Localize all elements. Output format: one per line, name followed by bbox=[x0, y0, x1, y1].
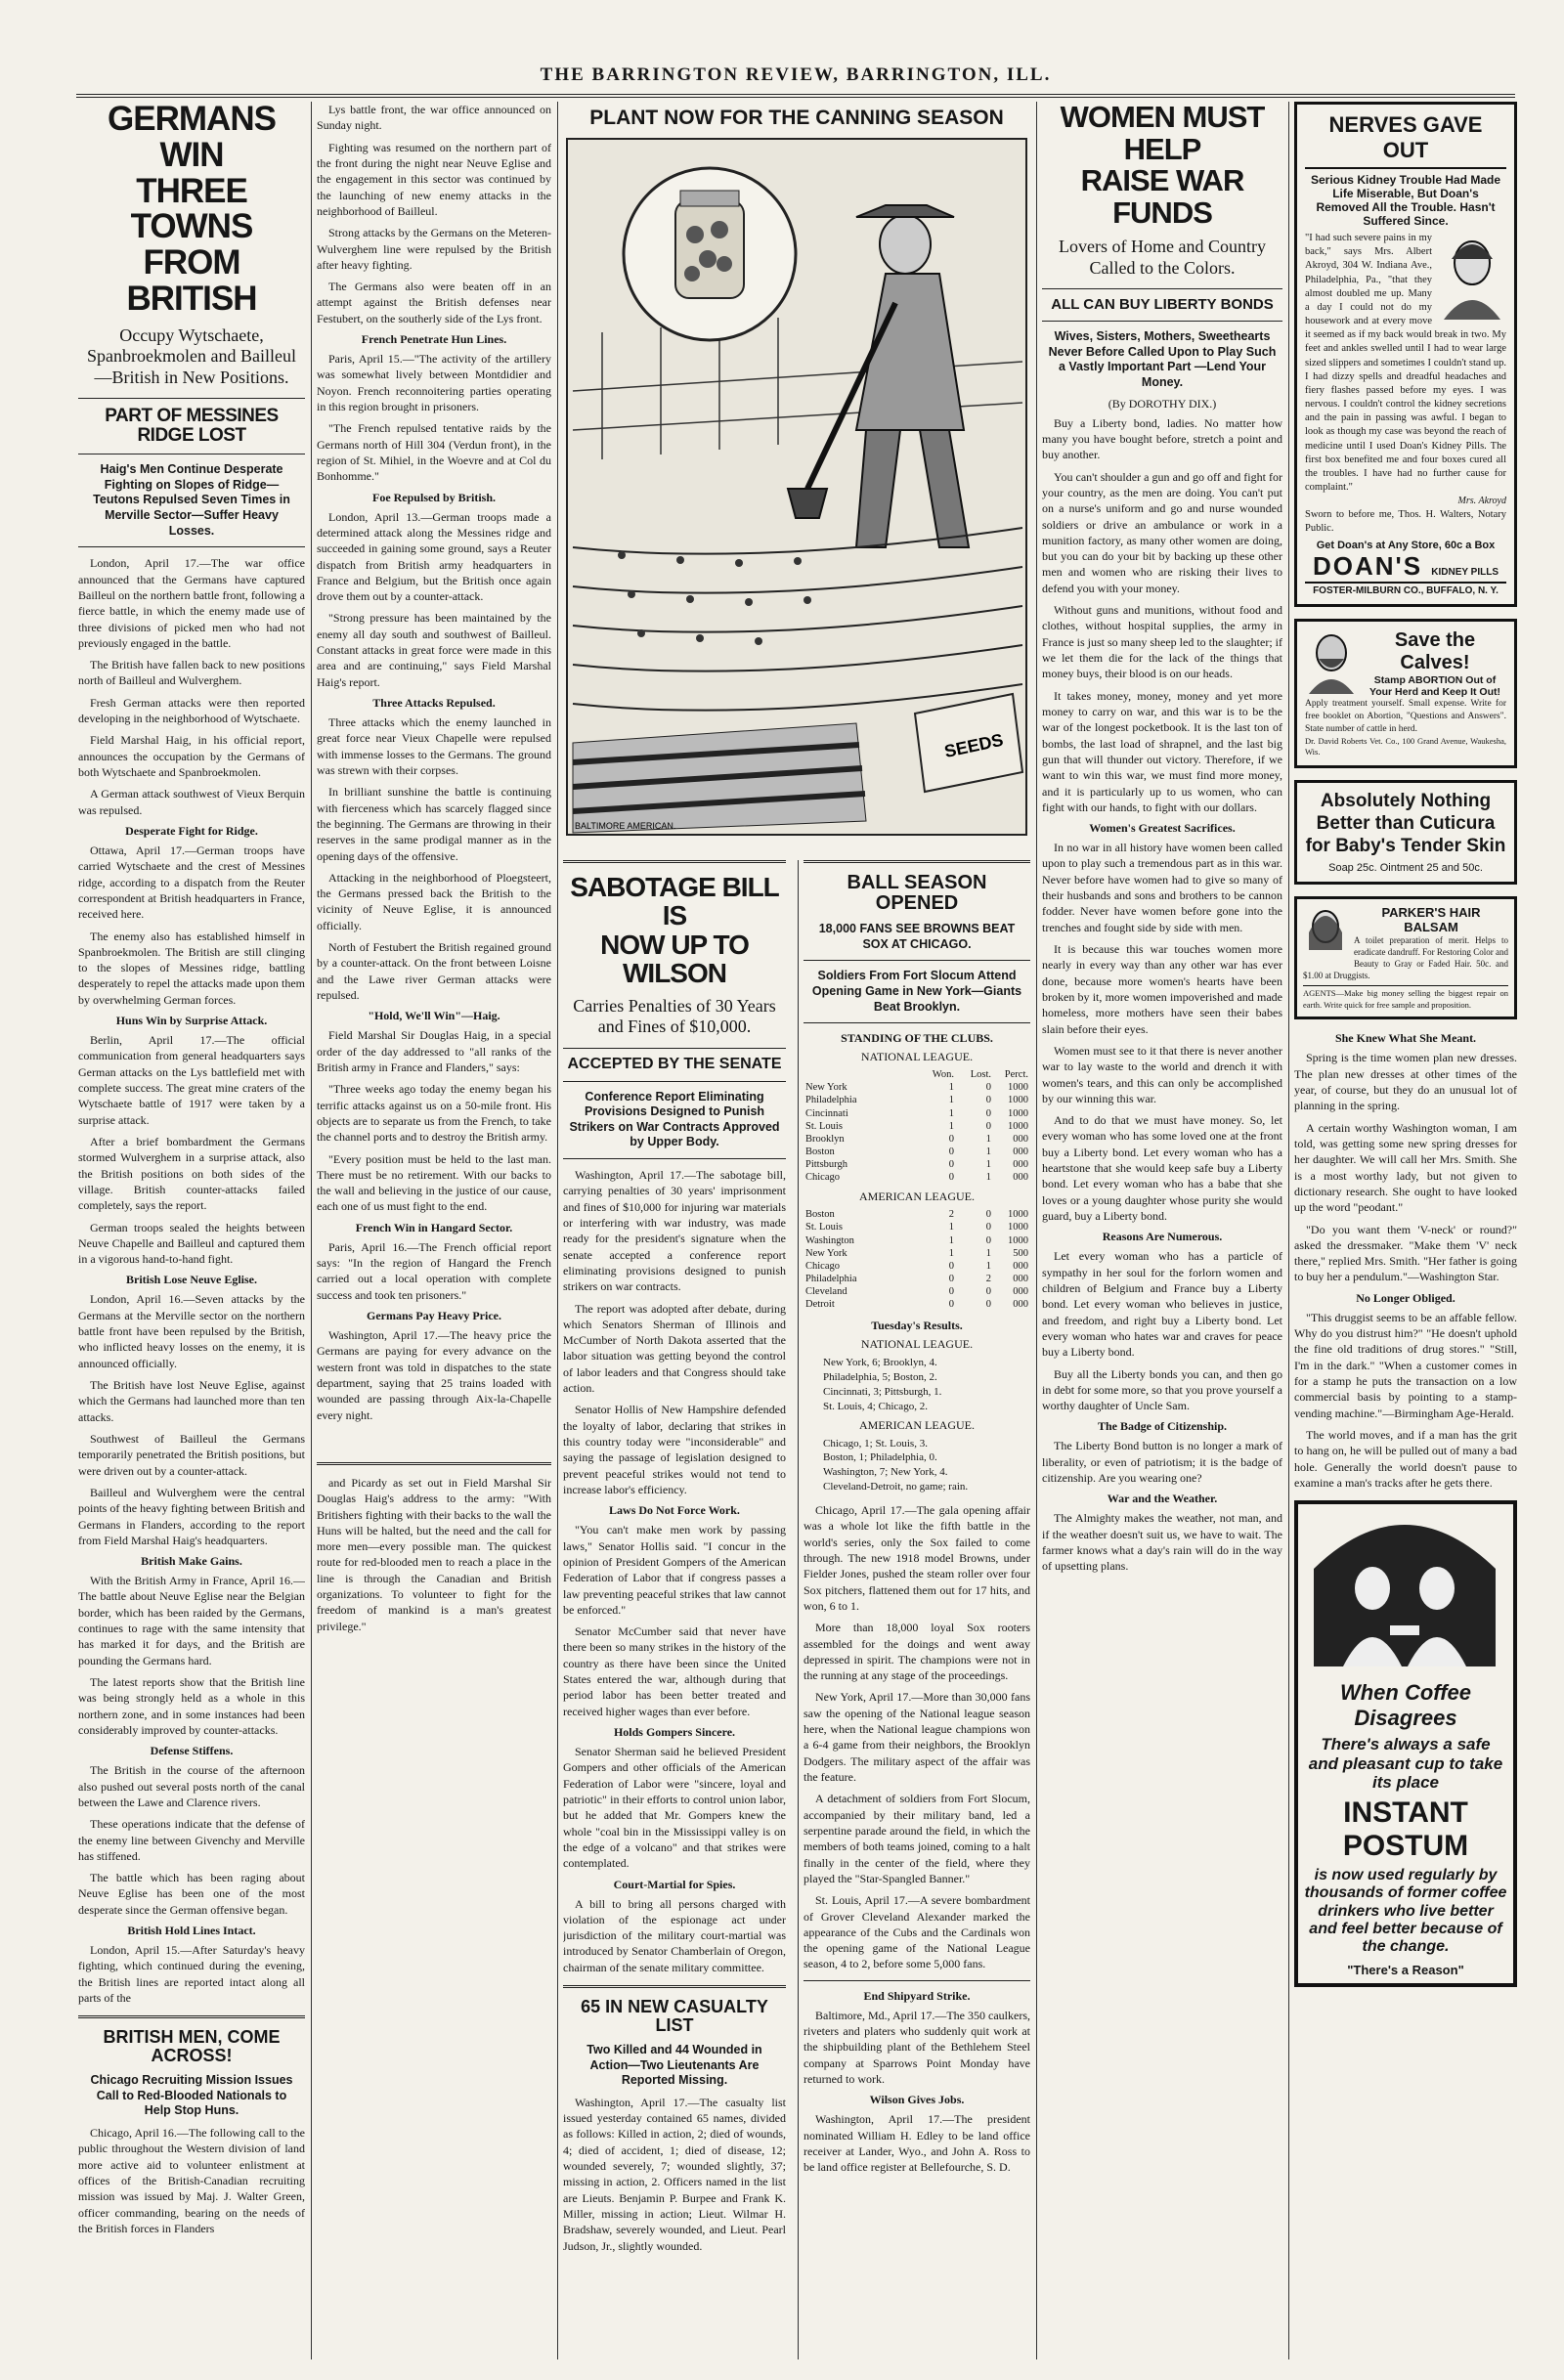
paragraph: The enemy also has established himself in Spanbroekmolen. The British are still clinging to the slopes of Messines ridge, battling desperately to repel the attacks made upon them by overwhelming German forces. bbox=[78, 929, 305, 1007]
paragraph: You can't shoulder a gun and go off and fight for your country, as the men are doing. You can't put on a nurse's uniform and go and nurse wounded soldiers or drive an ambulance or work in a munition factory, as many other women are doing, but you can do your bit by backing up these other men and women who are risking their lives to defend you with your money. bbox=[1042, 469, 1282, 595]
paragraph: The Liberty Bond button is no longer a mark of liberality, or even of patriotism; it is the badge of citizenship. Are you wearing one? bbox=[1042, 1439, 1282, 1486]
team-stat: 1 bbox=[985, 1172, 991, 1184]
team-stat: 1 bbox=[985, 1133, 991, 1145]
column-germans bbox=[78, 102, 305, 2359]
table-row bbox=[804, 1146, 1030, 1158]
casualty-summary: Two Killed and 44 Wounded in Action—Two Lieutenants Are Reported Missing. bbox=[586, 2042, 762, 2088]
section-subhead: Laws Do Not Force Work. bbox=[609, 1503, 740, 1518]
paragraph: "Strong pressure has been maintained by the enemy all day south and southwest of Bailleul. Constant attacks in great force were made in this area and are continuing," says Field Marshal Haig's report. bbox=[317, 611, 551, 689]
team-stat: 0 bbox=[985, 1286, 991, 1297]
paragraph: Without guns and munitions, without food and clothes, without hospital supplies, the army in France is just so many sheep led to the slaughter; if we let them die for the lack of the things that money buys, their blood is on our heads. bbox=[1042, 603, 1282, 681]
national-standings-table bbox=[804, 1068, 1030, 1184]
section-subhead: Huns Win by Surprise Attack. bbox=[115, 1014, 268, 1028]
doans-maker: FOSTER-MILBURN CO., BUFFALO, N. Y. bbox=[1305, 582, 1506, 596]
table-row bbox=[804, 1221, 1030, 1233]
team-stat: 0 bbox=[985, 1082, 991, 1094]
paragraph: The Germans also were beaten off in an attempt against the British defenses near Festubert, on the southerly side of the Lys front. bbox=[317, 280, 551, 325]
table-header-row: Won. Lost. Perct. bbox=[932, 1069, 1028, 1081]
section-subhead: Three Attacks Repulsed. bbox=[372, 696, 496, 710]
table-row bbox=[804, 1133, 1030, 1146]
column-baseball bbox=[804, 860, 1030, 2359]
team-stat: 2 bbox=[948, 1209, 954, 1221]
paragraph: Senator Sherman said he believed President Gompers and other officials of the American Federation of Labor were "sincere, loyal and patriotic" in their efforts to control union labor, but he added that Mr. Gompers knew the whole "coal bin in the Mississippi valley is on the edge of a volcano" and that strikes were contemplated. bbox=[563, 1745, 786, 1871]
team-stat: 0 bbox=[948, 1133, 954, 1145]
paragraph: New York, April 17.—More than 30,000 fans saw the opening of the National league season here, when the National league champions won a 6-4 game from their neighbors, the Brooklyn Dodgers. The military aspect of the affair was the feature. bbox=[804, 1690, 1030, 1784]
paragraph: Ottawa, April 17.—German troops have carried Wytschaete and the crest of Messines ridge, according to a dispatch from the Reuter correspondent at British headquarters in France, received here. bbox=[78, 843, 305, 922]
jar-icon bbox=[675, 200, 744, 298]
calves-maker: Dr. David Roberts Vet. Co., 100 Grand Avenue, Waukesha, Wis. bbox=[1305, 735, 1506, 757]
team-stat: 1 bbox=[948, 1095, 954, 1106]
paragraph: "Do you want them 'V-neck' or round?" asked the dressmaker. "Make them 'V' neck there," replied Mrs. Smith. "Her father is going to buy her a pendulum."—Washington Star. bbox=[1294, 1222, 1517, 1284]
team-stat: 0 bbox=[948, 1273, 954, 1284]
women-headline: WOMEN MUST HELP RAISE WAR FUNDS bbox=[1060, 102, 1265, 230]
summary: Wives, Sisters, Mothers, Sweethearts Never Before Called Upon to Play Such a Vastly Important Part —Lend Your Money. bbox=[1048, 329, 1277, 389]
cartoon-drawing bbox=[563, 137, 1030, 841]
team-stat: 1000 bbox=[1008, 1222, 1028, 1233]
paragraph: Attacking in the neighborhood of Ploegsteert, the Germans pressed back the British to the vicinity of Neuve Eglise, it is announced officially. bbox=[317, 870, 551, 932]
table-row bbox=[804, 1107, 1030, 1120]
paragraph: A German attack southwest of Vieux Berquin was repulsed. bbox=[78, 787, 305, 817]
paragraph: "This druggist seems to be an affable fellow. Why do you distrust him?" "He doesn't uphold the fine old traditions of drug stores." "Still, I'm in the dark." "When a customer comes in for a stamp he puts the transaction on a low commercial basis by pointing to a stamp-vending machine."—Birmingham Age-Herald. bbox=[1294, 1310, 1517, 1420]
section-subhead: End Shipyard Strike. bbox=[863, 1988, 971, 2003]
postum-line1: When Coffee bbox=[1339, 1680, 1472, 1706]
section-subhead: Women's Greatest Sacrifices. bbox=[1089, 821, 1236, 836]
portrait-icon bbox=[1438, 234, 1506, 322]
postum-brand1: INSTANT bbox=[1343, 1796, 1468, 1829]
american-standings-table bbox=[804, 1208, 1030, 1311]
calves-subtitle: Stamp ABORTION Out of Your Herd and Keep It Out! bbox=[1369, 674, 1500, 699]
paragraph: Senator Hollis of New Hampshire defended the loyalty of labor, declaring that strikes in this country today were "inconsiderable" and saying the passage of legislation designed to prevent peaceful strikes would not tend to increase labor's efficiency. bbox=[563, 1403, 786, 1496]
cartoon bbox=[563, 102, 1030, 854]
paragraph: "The French repulsed tentative raids by the Germans north of Hill 304 (Verdun front), in the region of St. Mihiel, in the Woevre and at Col du Bonhomme." bbox=[317, 421, 551, 484]
arch-shape bbox=[1314, 1525, 1496, 1666]
paragraph: The British in the course of the afternoon also pushed out several posts north of the canal between the Lawe and Clarence rivers. bbox=[78, 1763, 305, 1809]
casualty-headline: 65 IN NEW CASUALTY LIST bbox=[581, 1997, 768, 2035]
team-name: Brooklyn bbox=[805, 1133, 845, 1145]
section-subhead: War and the Weather. bbox=[1107, 1492, 1218, 1506]
section-subhead: Holds Gompers Sincere. bbox=[613, 1725, 736, 1740]
section-subhead: Germans Pay Heavy Price. bbox=[367, 1309, 501, 1322]
column-sabotage bbox=[563, 860, 786, 2359]
section-subhead: British Lose Neuve Eglise. bbox=[126, 1273, 257, 1287]
team-name: Philadelphia bbox=[805, 1095, 857, 1106]
paragraph: Strong attacks by the Germans on the Meteren-Wulverghem line were repulsed by the British after heavy fighting. bbox=[317, 226, 551, 272]
paragraph: "Every position must be held to the last man. There must be no retirement. With our backs to the wall and believing in the justice of our cause, each one of us must fight to the end. bbox=[317, 1151, 551, 1214]
table-row bbox=[804, 1081, 1030, 1094]
doans-title: NERVES GAVE OUT bbox=[1305, 112, 1506, 169]
paragraph: It takes money, money, money and yet more money to carry on war, and this war is to be the war of the longest pocketbook. It is the last ton of bombs, the last load of shrapnel, and the last big gun that will thunder out victory. Therefore, if we want to win this war, we must find more money, and it is particularly up to us women, who can fight with our hands, to fight with our dollars. bbox=[1042, 688, 1282, 814]
team-stat: 1 bbox=[985, 1260, 991, 1272]
paragraph: Chicago, April 17.—The gala opening affair was a whole lot like the fifth battle in the world's series, only the Sox failed to come through. The new 1918 model Browns, under Fielder Jones, pushed the steam roller over four Sox pitchers, flattened them out for 17 hits, and won, 6 to 1. bbox=[804, 1503, 1030, 1613]
paragraph: Washington, April 17.—The president nominated William H. Edley to be land office receiver at Lander, Wyo., and John A. Ross to be land office register at Bellefourche, S. D. bbox=[804, 2112, 1030, 2175]
section-subhead: Desperate Fight for Ridge. bbox=[125, 823, 258, 838]
team-name: New York bbox=[805, 1247, 847, 1259]
team-stat: 0 bbox=[985, 1234, 991, 1246]
column-ads bbox=[1294, 102, 1517, 2359]
paragraph: After a brief bombardment the Germans stormed Wulverghem in a surprise attack, also the British positions on both sides of the village. British counter-attacks failed completely, says the report. bbox=[78, 1134, 305, 1213]
team-stat: 000 bbox=[1013, 1299, 1028, 1311]
table-row bbox=[804, 1208, 1030, 1221]
team-name: St. Louis bbox=[805, 1222, 843, 1233]
team-stat: 1000 bbox=[1008, 1095, 1028, 1106]
team-name: Pittsburgh bbox=[805, 1159, 847, 1170]
subheadline: ACCEPTED BY THE SENATE bbox=[567, 1055, 782, 1072]
postum-illustration bbox=[1304, 1510, 1505, 1676]
paragraph: With the British Army in France, April 16.—The battle about Neuve Eglise near the Belgian border, which has been raided by the Germans, continues to rage with the same intensity that has marked it for days, and the British are pounding the Germans hard. bbox=[78, 1574, 305, 1667]
deck: Lovers of Home and Country Called to the Colors. bbox=[1059, 237, 1266, 278]
section-subhead: Wilson Gives Jobs. bbox=[869, 2093, 965, 2107]
paragraph: London, April 16.—Seven attacks by the Germans at the Merville sector on the northern battle front have been repulsed by the British, who inflicted heavy losses on the enemy, it is announced officially. bbox=[78, 1292, 305, 1370]
postum-brand2: POSTUM bbox=[1342, 1829, 1469, 1862]
doans-get: Get Doan's at Any Store, 60c a Box bbox=[1316, 540, 1496, 552]
masthead: THE BARRINGTON REVIEW, BARRINGTON, ILL. bbox=[76, 61, 1515, 98]
postum-ad bbox=[1294, 1500, 1517, 1987]
deck: Occupy Wytschaete, Spanbroekmolen and Bailleul—British in New Positions. bbox=[87, 325, 296, 387]
paragraph: "Three weeks ago today the enemy began his terrific attacks against us on a 50-mile front. His objects are to separate us from the French, to take the channel ports and to destroy the British army. bbox=[317, 1082, 551, 1145]
team-name: Cleveland bbox=[805, 1286, 847, 1297]
team-name: Detroit bbox=[805, 1299, 835, 1311]
team-name: Boston bbox=[805, 1209, 835, 1221]
doans-sworn: Sworn to before me, Thos. H. Walters, Notary Public. bbox=[1305, 508, 1506, 534]
team-stat: 0 bbox=[948, 1146, 954, 1157]
team-name: Philadelphia bbox=[805, 1273, 857, 1284]
paragraph: Washington, April 17.—The sabotage bill, carrying penalties of 30 years' imprisonment and fines of $10,000 for injuring war materials or interfering with war industry, was made ready for the president's signature when the senate accepted a conference report eliminating provisions designed to punish strikers on war contracts. bbox=[563, 1168, 786, 1294]
paragraph: A detachment of soldiers from Fort Slocum, accompanied by their military band, led a serpentine parade around the field, in which the members of both teams joined, coming to a halt finally in the center of the field, where they played the "Star-Spangled Banner." bbox=[804, 1792, 1030, 1885]
table-row bbox=[804, 1158, 1030, 1171]
results-national-title: NATIONAL LEAGUE. bbox=[860, 1337, 974, 1352]
summary: Soldiers From Fort Slocum Attend Opening Game in New York—Giants Beat Brooklyn. bbox=[811, 969, 1022, 1014]
postum-line3: There's always a safe and pleasant cup to take its place bbox=[1308, 1735, 1503, 1793]
cuticura-price: Soap 25c. Ointment 25 and 50c. bbox=[1328, 861, 1483, 874]
parker-ad bbox=[1294, 896, 1517, 1020]
section-subhead: Defense Stiffens. bbox=[150, 1744, 234, 1758]
paragraph: Field Marshal Haig, in his official report, announces the occupation by the Germans of both Wytschaete and Spanbroekmolen. bbox=[78, 733, 305, 780]
cartoon-title: PLANT NOW FOR THE CANNING SEASON bbox=[589, 107, 1004, 129]
paragraph: Washington, April 17.—The heavy price the Germans are paying for every advance on the western front was told in dispatches to the state department, saying that 25 trains loaded with wounded are passing through Aix-la-Chapelle every night. bbox=[317, 1328, 551, 1422]
team-stat: 0 bbox=[985, 1095, 991, 1106]
team-name: Cincinnati bbox=[805, 1107, 848, 1119]
team-stat: 2 bbox=[985, 1273, 991, 1284]
results-american-title: AMERICAN LEAGUE. bbox=[859, 1417, 975, 1432]
table-row bbox=[804, 1273, 1030, 1285]
paragraph: In no war in all history have women been called upon to play such a tremendous part as in this war. Never before have women had to give so many of their husbands and sons and brothers to be cannon fodder. Never have women before gone into the trenches and fought side by side with men. bbox=[1042, 841, 1282, 934]
section-subhead: British Make Gains. bbox=[141, 1554, 242, 1569]
flag-bed bbox=[573, 723, 866, 833]
team-stat: 1000 bbox=[1008, 1082, 1028, 1094]
paragraph: Buy a Liberty bond, ladies. No matter how many you have bought before, stretch a point and buy another. bbox=[1042, 415, 1282, 462]
team-stat: 000 bbox=[1013, 1159, 1028, 1170]
paragraph: "You can't make men work by passing laws," Senator Hollis said. "I concur in the opinion of President Gompers of the American Federation of Labor that if congress passes a law preventing peaceful strikes that law cannot be enforced." bbox=[563, 1523, 786, 1617]
paragraph: Spring is the time women plan new dresses. The plan new dresses at other times of the year, of course, but they do an unusual lot of planning in the spring. bbox=[1294, 1051, 1517, 1113]
paragraph: Bailleul and Wulverghem were the central points of the heavy fighting between British and Germans in Flanders, according to the report from Field Marshal Haig's headquarters. bbox=[78, 1485, 305, 1547]
table-row bbox=[804, 1285, 1030, 1298]
doans-subtitle: Serious Kidney Trouble Had Made Life Miserable, But Doan's Removed All the Trouble. Hasn't Suffered Since. bbox=[1310, 173, 1501, 228]
headline: GERMANS WIN THREE TOWNS FROM BRITISH bbox=[108, 102, 276, 318]
team-stat: 0 bbox=[948, 1299, 954, 1311]
paragraph: Southwest of Bailleul the Germans temporarily penetrated the British positions, but were driven out by a counter-attack. bbox=[78, 1431, 305, 1478]
paragraph: In brilliant sunshine the battle is continuing with fierceness which has scarcely flagged since the beginning. The Germans are throwing in their reserves in the same prodigal manner as in the opening days of the offensive. bbox=[317, 785, 551, 863]
cuticura-ad bbox=[1294, 780, 1517, 884]
paragraph: North of Festubert the British regained ground by a counter-attack. On the front between Loisne and the Lawe river German attacks were repulsed. bbox=[317, 940, 551, 1002]
team-stat: 0 bbox=[948, 1159, 954, 1170]
paragraph: A certain worthy Washington woman, I am told, was getting some new spring dresses for her daughter. We will call her Mrs. Smith. She is a most worthy lady, but not given to dictionary research. She ought to have looked up the word "peodant." bbox=[1294, 1120, 1517, 1215]
team-stat: 0 bbox=[985, 1107, 991, 1119]
paragraph: The battle which has been raging about Neuve Eglise has been one of the most desperate since the German offensive began. bbox=[78, 1871, 305, 1917]
section-subhead: Foe Repulsed by British. bbox=[371, 490, 496, 504]
parker-text: A toilet preparation of merit. Helps to eradicate dandruff. For Restoring Color and Beauty to Gray or Faded Hair. 50c. and $1.00 at Druggists. bbox=[1303, 934, 1508, 981]
team-stat: 1 bbox=[985, 1146, 991, 1157]
team-name: Chicago bbox=[805, 1260, 840, 1272]
woman-portrait-icon bbox=[1303, 905, 1348, 960]
postum-reason: "There's a Reason" bbox=[1347, 1962, 1464, 1977]
calves-text: Apply treatment yourself. Small expense. Write for free booklet on Abortion, "Questions and Answers". State number of cattle in herd. bbox=[1305, 699, 1506, 734]
national-league-title: NATIONAL LEAGUE. bbox=[860, 1050, 974, 1064]
paragraph: Buy all the Liberty bonds you can, and then go in debt for some more, so that you prove yourself a worthy daughter of Uncle Sam. bbox=[1042, 1366, 1282, 1413]
column-rule bbox=[798, 860, 799, 2359]
team-stat: 000 bbox=[1013, 1172, 1028, 1184]
paragraph: These operations indicate that the defense of the enemy line between Givenchy and Merville has stiffened. bbox=[78, 1817, 305, 1863]
team-stat: 1000 bbox=[1008, 1107, 1028, 1119]
column-rule bbox=[1288, 102, 1289, 2359]
paragraph: Let every woman who has a particle of sympathy in her soul for the forlorn women and children of Belgium and France buy a Liberty bond. Let every woman who believes in justice, and freedom, and right buy a Liberty bond. Let every woman who hates war and craves for peace buy a Liberty bond. bbox=[1042, 1249, 1282, 1360]
paragraph: More than 18,000 loyal Sox rooters assembled for the doings and went away depressed in spirit. The champions were not in the running at any stage of the proceedings. bbox=[804, 1621, 1030, 1683]
section-subhead: "Hold, We'll Win"—Haig. bbox=[368, 1009, 500, 1023]
paragraph: Three attacks which the enemy launched in great force near Vieux Chapelle were repulsed with immense losses to the Germans. The ground was strewn with their corpses. bbox=[317, 715, 551, 777]
paragraph: It is because this war touches women more nearly in every way than any other war has ever done, because more women's hearts have been broken by it, more women impoverished and made homeless, more mothers have seen their babes slain before their eyes. bbox=[1042, 942, 1282, 1036]
byline: (By DOROTHY DIX.) bbox=[1108, 396, 1217, 411]
paragraph: Berlin, April 17.—The official communication from general headquarters says German attacks on the Lys battlefield met with complete success. The great mine craters of the Wytschaete battle of 1917 were taken by a surprise attack. bbox=[78, 1033, 305, 1127]
paragraph: Lys battle front, the war office announced on Sunday night. bbox=[317, 103, 551, 133]
paragraph: Paris, April 15.—"The activity of the artillery was somewhat lively between Montdidier and Noyon. French reconnoitering parties operating in this region brought in prisoners. bbox=[317, 352, 551, 413]
team-stat: 1 bbox=[948, 1082, 954, 1094]
column-rule bbox=[557, 102, 558, 2359]
team-stat: 1 bbox=[948, 1234, 954, 1246]
column-war-continued bbox=[317, 102, 551, 2359]
team-stat: 000 bbox=[1013, 1146, 1028, 1157]
summary: Haig's Men Continue Desperate Fighting on Slopes of Ridge—Teutons Repulsed Seven Times in Merville Sector—Suffer Heavy Losses. bbox=[93, 462, 290, 538]
team-stat: 1 bbox=[948, 1247, 954, 1259]
paragraph: Chicago, April 16.—The following call to the public throughout the Western division of land more active aid to volunteer enlistment at offices of the British-Canadian recruiting mission was issued by Maj. J. Walter Green, officer commanding, bearing on the needs of the British forces in Flanders bbox=[78, 2126, 305, 2235]
svg-text:SEEDS: SEEDS bbox=[942, 729, 1006, 762]
paragraph: London, April 13.—German troops made a determined attack along the Messines ridge and succeeded in gaining some ground, says a Reuter dispatch from British army headquarters in France and Belgium, but the British once again drove them out by a counter-attack. bbox=[317, 509, 551, 604]
paragraph: London, April 15.—After Saturday's heavy fighting, which continued during the evening, the British lines are reported intact along all parts of the bbox=[78, 1943, 305, 2006]
team-name: St. Louis bbox=[805, 1120, 843, 1132]
summary: 18,000 FANS SEE BROWNS BEAT SOX AT CHICAGO. bbox=[818, 922, 1016, 951]
team-stat: 0 bbox=[985, 1209, 991, 1221]
team-stat: 0 bbox=[948, 1286, 954, 1297]
paragraph: St. Louis, April 17.—A severe bombardment of Grover Cleveland Alexander marked the appearance of the Cubs and the Cardinals won the opening game of the National League season, 4 to 2, before some 5,000 fans. bbox=[804, 1893, 1030, 1971]
paragraph: A bill to bring all persons charged with violation of the espionage act under jurisdiction of the military court-martial was introduced by Senator Chamberlain of Oregon, chairman of the senate military committee. bbox=[563, 1896, 786, 1974]
doans-testimonial: "I had such severe pains in my back," says Mrs. Albert Akroyd, 304 W. Indiana Ave., Philadelphia, Pa., "that they almost doubled me up. Many a day I could not do my housework and at every move it seemed as if my back would break in two. My feet and ankles swelled until I had to wear large sized slippers and sometimes I couldn't stand up. I had dizzy spells and dreadful headaches and fiery flashes passed before my eyes. I was nervous. I couldn't control the kidney secretions and the pain in passing was awful. I began to look as though my case was beyond the reach of medicine until I used Doan's Kidney Pills. The first box benefited me and four boxes cured all the troubles. I have had no further cause for complaint." bbox=[1305, 233, 1506, 494]
column-rule bbox=[1036, 102, 1037, 2359]
team-name: Chicago bbox=[805, 1172, 840, 1184]
paragraph: London, April 17.—The war office announced that the Germans have captured Bailleul on the northern battle front, following a fierce battle, in which the enemy made use of three divisions of picked men who had not previously engaged in the battle. bbox=[78, 556, 305, 650]
table-row bbox=[804, 1120, 1030, 1133]
parker-title: PARKER'S HAIR BALSAM bbox=[1381, 904, 1481, 934]
paragraph: Fighting was resumed on the northern part of the front during the night near Neuve Eglise and the engagement in this sector was continued by the launching of new enemy attacks in the neighborhood of Bailleul. bbox=[317, 140, 551, 218]
paragraph: The latest reports show that the British line was being strongly held as a whole in this northern zone, and in some instances had been considerably improved by counter-attacks. bbox=[78, 1675, 305, 1737]
paragraph: And to do that we must have money. So, let every woman who has some loved one at the front buy a Liberty bond. Let every woman who has a heartstone that she would keep safe buy a Liberty bond. Let every woman who has a babe that she loves or a young daughter whose purity she would guard, buy a Liberty bond. bbox=[1042, 1113, 1282, 1223]
team-name: Boston bbox=[805, 1146, 835, 1157]
team-stat: 0 bbox=[948, 1172, 954, 1184]
team-stat: 1 bbox=[948, 1107, 954, 1119]
paragraph: Paris, April 16.—The French official report says: "In the region of Hangard the French carried out a local operation with complete success and took ten prisoners." bbox=[317, 1239, 551, 1302]
standings-title: STANDING OF THE CLUBS. bbox=[841, 1031, 993, 1046]
section-subhead: French Win in Hangard Sector. bbox=[355, 1220, 513, 1234]
team-stat: 000 bbox=[1013, 1273, 1028, 1284]
team-stat: 1000 bbox=[1008, 1209, 1028, 1221]
postum-line2: Disagrees bbox=[1354, 1706, 1457, 1731]
team-stat: 1 bbox=[985, 1159, 991, 1170]
column-rule bbox=[311, 102, 312, 2359]
team-stat: 0 bbox=[985, 1222, 991, 1233]
section-subhead: No Longer Obliged. bbox=[1356, 1290, 1455, 1305]
table-row bbox=[804, 1260, 1030, 1273]
cartoon-credit: BALTIMORE AMERICAN. bbox=[575, 821, 676, 832]
section-subhead: British Hold Lines Intact. bbox=[127, 1924, 256, 1938]
team-stat: 0 bbox=[985, 1299, 991, 1311]
team-stat: 1 bbox=[948, 1120, 954, 1132]
subheadline: PART OF MESSINES RIDGE LOST bbox=[105, 406, 279, 447]
table-row bbox=[804, 1298, 1030, 1311]
team-name: Washington bbox=[805, 1234, 854, 1246]
section-subhead: French Penetrate Hun Lines. bbox=[361, 332, 507, 347]
table-row bbox=[804, 1094, 1030, 1106]
results-list: New York, 6; Brooklyn, 4. Philadelphia, 5; Boston, 2. Cincinnati, 3; Pittsburgh, 1. St. Louis, 4; Chicago, 2. bbox=[823, 1357, 942, 1412]
paragraph: Fresh German attacks were then reported developing in the neighborhood of Wytschaete. bbox=[78, 695, 305, 726]
deck: Carries Penalties of 30 Years and Fines of $10,000. bbox=[573, 995, 776, 1037]
team-stat: 1000 bbox=[1008, 1234, 1028, 1246]
section-subhead: She Knew What She Meant. bbox=[1334, 1031, 1477, 1046]
sabotage-headline: SABOTAGE BILL IS NOW UP TO WILSON bbox=[570, 872, 779, 989]
cup-icon bbox=[1390, 1625, 1419, 1635]
section-subhead: Reasons Are Numerous. bbox=[1102, 1230, 1223, 1244]
paragraph: Field Marshal Sir Douglas Haig, in a special order of the day addressed to "all ranks of the British army in France and Flanders," says: bbox=[317, 1028, 551, 1074]
results-title: Tuesday's Results. bbox=[871, 1319, 963, 1333]
results-list: Chicago, 1; St. Louis, 3. Boston, 1; Philadelphia, 0. Washington, 7; New York, 4. Cleveland-Detroit, no game; rain. bbox=[823, 1437, 969, 1493]
paragraph: Senator McCumber said that never have there been so many strikes in the history of the country as there have been since the United States entered the war, although during that period labor has been better treated and received higher wages than ever before. bbox=[563, 1624, 786, 1718]
american-league-title: AMERICAN LEAGUE. bbox=[859, 1190, 975, 1204]
paragraph: German troops sealed the heights between Neuve Chapelle and Bailleul and captured them in a vigorous hand-to-hand fight. bbox=[78, 1220, 305, 1267]
paragraph: and Picardy as set out in Field Marshal Sir Douglas Haig's address to the army: "With Britishers fighting with their backs to the wall the Huns will be halted, but the need and the call for more men—every possible man. The quickest route for red-blooded men to reach a place in the line is through the Canadian and British organizations. To volunteer to fight for the freedom of mankind is a man's greatest privilege." bbox=[317, 1475, 551, 1633]
section-subhead: Court-Martial for Spies. bbox=[613, 1877, 736, 1891]
paragraph: The British have lost Neuve Eglise, against which the Germans had launched more than ten attacks. bbox=[78, 1378, 305, 1424]
doans-ad bbox=[1294, 102, 1517, 607]
team-name: New York bbox=[805, 1082, 847, 1094]
doans-portrait-caption: Mrs. Akroyd bbox=[1457, 496, 1506, 507]
come-across-headline: BRITISH MEN, COME ACROSS! bbox=[103, 2027, 281, 2066]
doctor-portrait-icon bbox=[1305, 629, 1358, 694]
come-across-summary: Chicago Recruiting Mission Issues Call to Red-Blooded Nationals to Help Stop Huns. bbox=[90, 2073, 293, 2118]
paragraph: The Almighty makes the weather, not man, and if the weather doesn't suit us, we have to wait. The farmer knows what a day's rain will do in the way of upsetting plans. bbox=[1042, 1511, 1282, 1574]
paragraph: The world moves, and if a man has the grit to hang on, he will be pulled out of many a bad hole. Generally the world doesn't pause to examine a man's tracks after he gets there. bbox=[1294, 1427, 1517, 1490]
team-stat: 1 bbox=[985, 1247, 991, 1259]
team-stat: 0 bbox=[948, 1260, 954, 1272]
subheadline: ALL CAN BUY LIBERTY BONDS bbox=[1051, 296, 1274, 314]
postum-line6: is now used regularly by thousands of former coffee drinkers who live better and feel better because of the change. bbox=[1304, 1866, 1507, 1956]
team-stat: 0 bbox=[985, 1120, 991, 1132]
team-stat: 1000 bbox=[1008, 1120, 1028, 1132]
calves-ad bbox=[1294, 619, 1517, 768]
team-stat: 000 bbox=[1013, 1286, 1028, 1297]
paragraph: Baltimore, Md., April 17.—The 350 caulkers, riveters and platers who suddenly quit work at the shipbuilding plant of the Bethlehem Steel company at Sparrows Point Monday have returned to work. bbox=[804, 2008, 1030, 2086]
table-row bbox=[804, 1171, 1030, 1184]
cuticura-title: Absolutely Nothing Better than Cuticura for Baby's Tender Skin bbox=[1305, 791, 1506, 857]
team-stat: 1 bbox=[948, 1222, 954, 1233]
paragraph: The report was adopted after debate, during which Senators Sherman of Illinois and McCumber of North Dakota asserted that the labor situation was getting beyond the control of labor leaders and that Congress should take action. bbox=[563, 1301, 786, 1396]
paragraph: Women must see to it that there is never another war to lay waste to the world and drench it with women's tears, and this can only be accomplished by our winning this war. bbox=[1042, 1043, 1282, 1105]
table-row bbox=[804, 1234, 1030, 1247]
baseball-headline: BALL SEASON OPENED bbox=[847, 872, 987, 914]
paragraph: Washington, April 17.—The casualty list issued yesterday contained 65 names, divided as follows: Killed in action, 2; died of wounds, 4; died of accident, 1; died of disease, 12; wounded severely, 7; wounded slightly, 37; missing in action, 2. Officers named in the list are Lieuts. Benjamin P. Burpee and Frank K. Miller, missing in action; Lieut. Wilmar H. Bradshaw, severely wounded, and Lieut. Pearl Judson, Jr., slightly wounded. bbox=[563, 2095, 786, 2253]
summary: Conference Report Eliminating Provisions Designed to Punish Strikers on War Contracts Approved by Upper Body. bbox=[569, 1089, 780, 1149]
calves-title: Save the Calves! bbox=[1394, 629, 1476, 674]
agents-notice: AGENTS—Make big money selling the biggest repair on earth. Write quick for free sample and proposition. bbox=[1303, 985, 1508, 1011]
section-subhead: The Badge of Citizenship. bbox=[1097, 1419, 1227, 1434]
doans-brand: DOAN'S KIDNEY PILLS bbox=[1312, 551, 1499, 582]
team-stat: 000 bbox=[1013, 1260, 1028, 1272]
column-women bbox=[1042, 102, 1282, 2359]
team-stat: 500 bbox=[1013, 1247, 1028, 1259]
team-stat: 000 bbox=[1013, 1133, 1028, 1145]
table-row bbox=[804, 1247, 1030, 1260]
paragraph: The British have fallen back to new positions north of Bailleul and Wulverghem. bbox=[78, 658, 305, 688]
